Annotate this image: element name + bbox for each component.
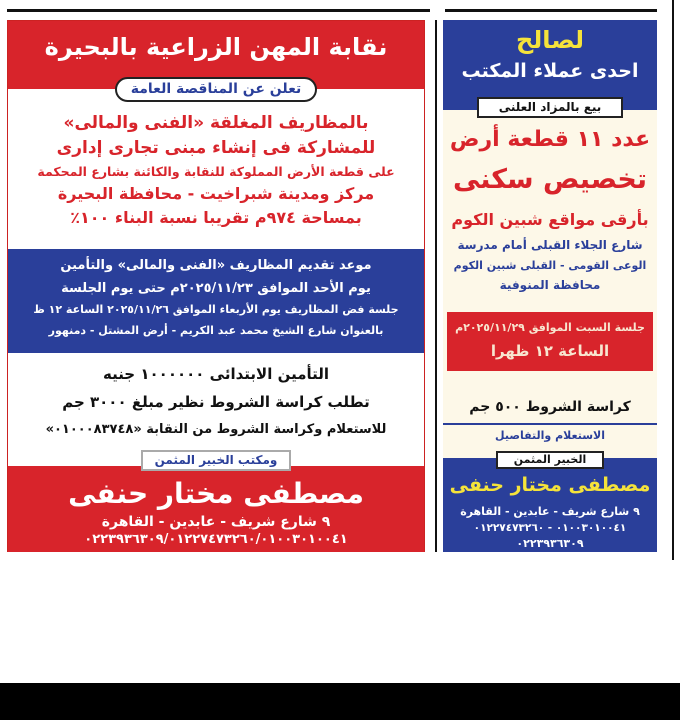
top-rule xyxy=(7,9,430,12)
office-label: ومكتب الخبير المثمن xyxy=(141,450,292,471)
body-line: بالمظاريف المغلقة «الفنى والمالى» xyxy=(63,113,369,133)
tender-ad xyxy=(7,20,425,552)
session-box xyxy=(447,312,653,371)
usage-line: تخصيص سكنى xyxy=(452,164,648,195)
expert-address: ٩ شارع شريف - عابدين - القاهرة xyxy=(101,514,331,530)
body-line: مركز ومدينة شبراخيت - محافظة البحيرة xyxy=(57,183,375,203)
column-divider xyxy=(672,0,674,560)
body-line: للمشاركة فى إنشاء مبنى تجارى إدارى xyxy=(56,137,376,158)
terms-line: تطلب كراسة الشروط نظير مبلغ ٣٠٠٠ جم xyxy=(62,392,370,411)
auction-ad xyxy=(443,20,657,552)
for-label: لصالح xyxy=(516,26,584,54)
body-line: على قطعة الأرض المملوكة للنقابة والكائنة بشارع المحكمة xyxy=(37,163,395,179)
session-line: الساعة ١٢ ظهرا xyxy=(490,341,610,360)
address-line: شارع الجلاء القبلى أمام مدرسة xyxy=(457,238,643,252)
ad-title: نقابة المهن الزراعية بالبحيرة xyxy=(44,33,388,61)
top-rule xyxy=(445,9,657,12)
address-line: محافظة المنوفية xyxy=(499,278,601,293)
terms-line: للاستعلام وكراسة الشروط من النقابة «٠١٠٠٠٨٣٧٤٨» xyxy=(45,421,387,437)
schedule-line: موعد تقديم المظاريف «الفنى والمالى» والتأمين xyxy=(60,258,372,273)
terms-line: التأمين الابتدائى ١٠٠٠٠٠٠ جنيه xyxy=(102,365,330,383)
client-label: احدى عملاء المكتب xyxy=(461,60,639,82)
expert-address: ٩ شارع شريف - عابدين - القاهرة xyxy=(460,505,640,518)
lots-line: عدد ١١ قطعة أرض xyxy=(449,127,651,152)
expert-phones: ٠٢٢٣٩٣٦٣٠٩ xyxy=(516,537,584,550)
expert-phones: ٠١٠٠٣٠١٠٠٤١ - ٠١٢٢٧٤٧٣٢٦٠ xyxy=(473,522,627,534)
schedule-line: بالعنوان شارع الشيخ محمد عبد الكريم - أرض المشتل - دمنهور xyxy=(48,323,384,337)
schedule-section xyxy=(8,249,424,353)
schedule-line: يوم الأحد الموافق ٢٠٢٥/١١/٢٣م حتى يوم الجلسة xyxy=(61,280,371,296)
column-divider xyxy=(435,20,437,552)
body-line: بمساحة ٩٧٤م تقريبا نسبة البناء ١٠٠٪ xyxy=(70,207,362,227)
inquiry-label: الاستعلام والتفاصيل xyxy=(495,429,605,442)
schedule-line: جلسة فض المظاريف يوم الأربعاء الموافق ٢٠٢٥/١١/٢٦ الساعة ١٢ ظ xyxy=(33,303,399,317)
location-line: بأرقى مواقع شبين الكوم xyxy=(451,210,649,229)
auction-label: بيع بالمزاد العلنى xyxy=(477,97,624,118)
bottom-bar xyxy=(0,683,680,720)
terms-line: كراسة الشروط ٥٠٠ جم xyxy=(469,399,631,415)
announce-pill: تعلن عن المناقصة العامة xyxy=(115,77,318,102)
expert-name: مصطفى مختار حنفى xyxy=(68,477,364,510)
expert-phones: ٠٢٢٣٩٣٦٣٠٩/٠١٢٢٧٤٧٣٢٦٠/٠١٠٠٣٠١٠٠٤١ xyxy=(84,532,348,547)
expert-name: مصطفى مختار حنفى xyxy=(449,474,651,496)
address-line: الوعى القومى - القبلى شبين الكوم xyxy=(453,258,647,272)
session-line: جلسة السبت الموافق ٢٠٢٥/١١/٢٩م xyxy=(455,321,645,334)
office-label: الخبير المثمن xyxy=(496,451,605,469)
divider xyxy=(443,423,657,425)
